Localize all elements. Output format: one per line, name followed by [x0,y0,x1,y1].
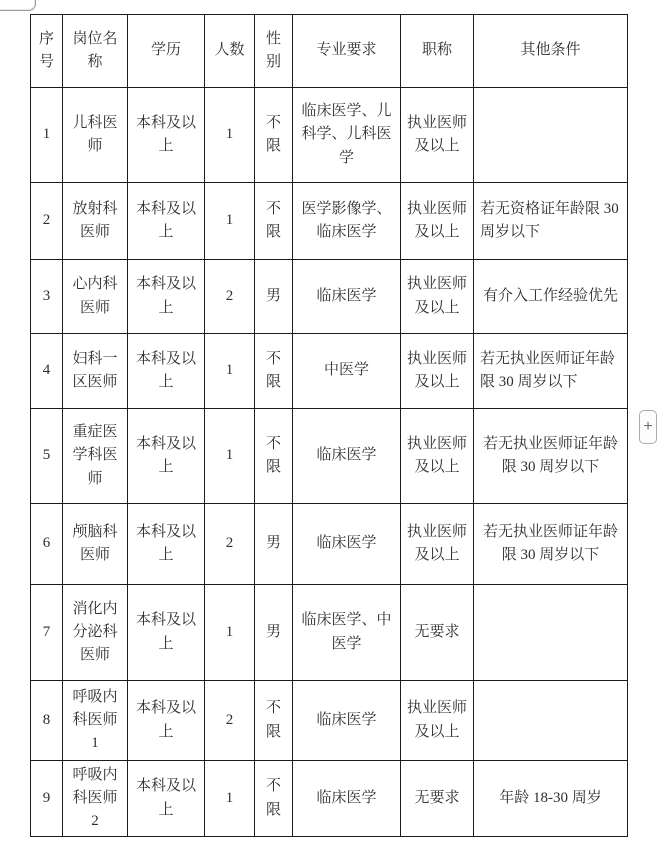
cell-count: 2 [205,504,255,585]
cell-major: 临床医学 [293,761,401,837]
cell-position: 儿科医师 [63,88,128,183]
table-row [31,761,628,837]
cell-other [474,88,628,183]
col-header-major: 专业要求 [293,15,401,88]
cell-position: 呼吸内科医师1 [63,681,128,761]
col-header-title: 职称 [401,15,474,88]
cell-major: 临床医学 [293,409,401,504]
cell-title: 无要求 [401,761,474,837]
cell-count: 1 [205,761,255,837]
cell-title: 执业医师及以上 [401,504,474,585]
clipped-corner-button[interactable] [0,0,36,11]
cell-no: 2 [31,183,63,260]
plus-button[interactable]: + [639,410,657,444]
cell-title: 无要求 [401,585,474,681]
recruitment-positions-table [30,14,628,837]
cell-major: 临床医学 [293,504,401,585]
cell-gender: 不限 [255,183,293,260]
cell-position: 颅脑科医师 [63,504,128,585]
cell-position: 心内科医师 [63,260,128,334]
cell-position: 重症医学科医师 [63,409,128,504]
cell-count: 1 [205,585,255,681]
cell-title: 执业医师及以上 [401,681,474,761]
cell-position: 放射科医师 [63,183,128,260]
cell-position: 消化内分泌科医师 [63,585,128,681]
cell-gender: 不限 [255,409,293,504]
table-row [31,409,628,504]
cell-education: 本科及以上 [128,761,205,837]
cell-count: 1 [205,88,255,183]
cell-other: 若无执业医师证年龄限 30 周岁以下 [474,409,628,504]
cell-count: 2 [205,260,255,334]
cell-title: 执业医师及以上 [401,88,474,183]
cell-no: 6 [31,504,63,585]
cell-education: 本科及以上 [128,334,205,409]
cell-title: 执业医师及以上 [401,260,474,334]
cell-major: 中医学 [293,334,401,409]
cell-other: 若无执业医师证年龄限 30 周岁以下 [474,334,628,409]
cell-other [474,585,628,681]
col-header-no: 序号 [31,15,63,88]
cell-gender: 不限 [255,334,293,409]
table-row [31,334,628,409]
col-header-gender: 性别 [255,15,293,88]
col-header-other: 其他条件 [474,15,628,88]
cell-major: 临床医学、儿科学、儿科医学 [293,88,401,183]
col-header-position: 岗位名称 [63,15,128,88]
cell-major: 临床医学、中医学 [293,585,401,681]
cell-gender: 不限 [255,761,293,837]
cell-count: 2 [205,681,255,761]
table-row [31,585,628,681]
cell-position: 妇科一区医师 [63,334,128,409]
cell-education: 本科及以上 [128,504,205,585]
cell-major: 临床医学 [293,260,401,334]
cell-no: 8 [31,681,63,761]
table-row [31,504,628,585]
cell-education: 本科及以上 [128,183,205,260]
cell-no: 4 [31,334,63,409]
cell-other [474,681,628,761]
cell-gender: 不限 [255,88,293,183]
cell-no: 7 [31,585,63,681]
cell-no: 9 [31,761,63,837]
cell-title: 执业医师及以上 [401,409,474,504]
cell-other: 年龄 18-30 周岁 [474,761,628,837]
cell-major: 临床医学 [293,681,401,761]
table-row [31,183,628,260]
cell-education: 本科及以上 [128,681,205,761]
cell-no: 1 [31,88,63,183]
header-row [31,15,628,88]
cell-other: 若无执业医师证年龄限 30 周岁以下 [474,504,628,585]
cell-gender: 男 [255,504,293,585]
cell-position: 呼吸内科医师2 [63,761,128,837]
cell-gender: 男 [255,585,293,681]
cell-major: 医学影像学、临床医学 [293,183,401,260]
cell-education: 本科及以上 [128,585,205,681]
cell-gender: 不限 [255,681,293,761]
table-row [31,681,628,761]
cell-other: 有介入工作经验优先 [474,260,628,334]
cell-no: 3 [31,260,63,334]
cell-no: 5 [31,409,63,504]
col-header-count: 人数 [205,15,255,88]
cell-title: 执业医师及以上 [401,183,474,260]
cell-count: 1 [205,183,255,260]
col-header-education: 学历 [128,15,205,88]
cell-education: 本科及以上 [128,409,205,504]
cell-other: 若无资格证年龄限 30 周岁以下 [474,183,628,260]
cell-count: 1 [205,409,255,504]
cell-education: 本科及以上 [128,88,205,183]
table-row [31,88,628,183]
cell-title: 执业医师及以上 [401,334,474,409]
cell-gender: 男 [255,260,293,334]
cell-count: 1 [205,334,255,409]
table-row [31,260,628,334]
cell-education: 本科及以上 [128,260,205,334]
